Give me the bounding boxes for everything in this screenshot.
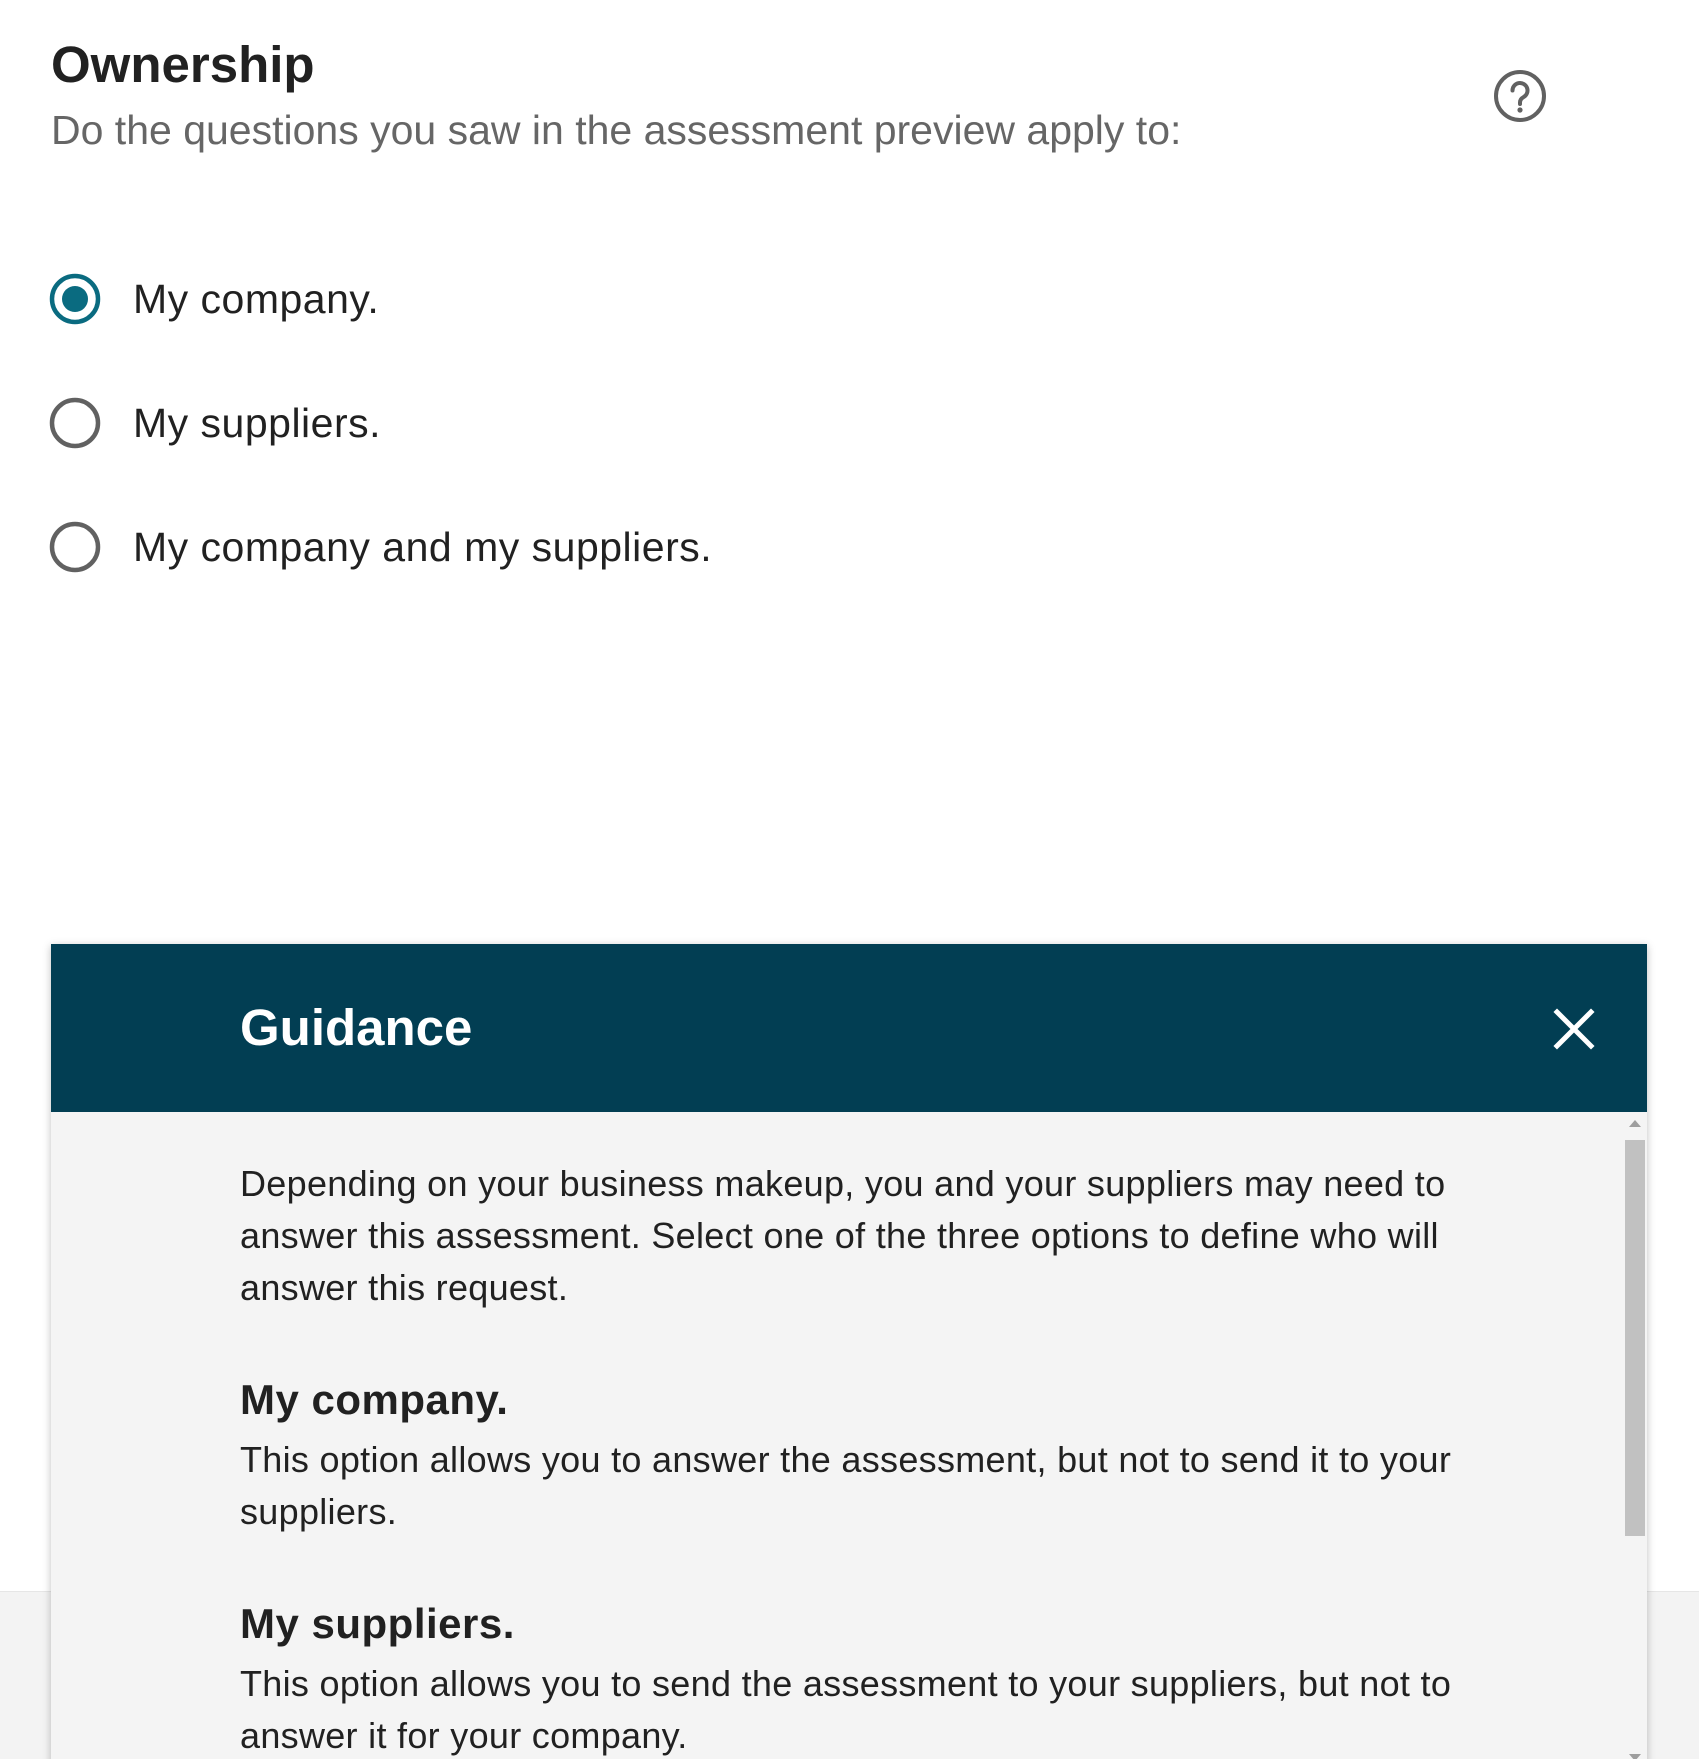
- guidance-section-heading: My company.: [240, 1376, 509, 1423]
- guidance-section-text: This option allows you to send the assessment to your suppliers, but not to answer it for your company.: [240, 1663, 1452, 1756]
- radio-selected-icon[interactable]: [49, 273, 101, 325]
- close-guidance-button[interactable]: [1549, 1004, 1599, 1054]
- guidance-panel: [51, 944, 1647, 1759]
- radio-option-my-company[interactable]: [49, 273, 1049, 325]
- ownership-radio-group: [49, 273, 1049, 645]
- help-circle-icon: [1492, 68, 1548, 124]
- page-subtitle: Do the questions you saw in the assessment preview apply to:: [51, 107, 1182, 153]
- radio-option-my-suppliers[interactable]: [49, 397, 1049, 449]
- guidance-section-heading: My suppliers.: [240, 1600, 515, 1647]
- guidance-body: [240, 1158, 1480, 1759]
- close-icon: [1549, 1004, 1599, 1054]
- radio-option-company-and-suppliers[interactable]: [49, 521, 1049, 573]
- radio-unselected-icon[interactable]: [49, 397, 101, 449]
- guidance-header: [51, 944, 1647, 1112]
- guidance-section-text: This option allows you to answer the assessment, but not to send it to your suppliers.: [240, 1439, 1452, 1532]
- guidance-scrollbar[interactable]: [1623, 1112, 1647, 1759]
- radio-label: My company and my suppliers.: [133, 524, 713, 570]
- radio-label: My company.: [133, 276, 380, 322]
- guidance-intro: Depending on your business makeup, you and your suppliers may need to answer this assessment. Select one of the three options to define who will answer this request.: [240, 1163, 1446, 1308]
- radio-label: My suppliers.: [133, 400, 382, 446]
- guidance-title: Guidance: [240, 999, 473, 1056]
- radio-unselected-icon[interactable]: [49, 521, 101, 573]
- help-button[interactable]: [1492, 68, 1548, 124]
- scroll-up-arrow-icon[interactable]: [1629, 1120, 1641, 1127]
- scroll-down-arrow-icon[interactable]: [1629, 1754, 1641, 1759]
- scrollbar-thumb[interactable]: [1625, 1140, 1645, 1536]
- page-title: Ownership: [51, 36, 315, 93]
